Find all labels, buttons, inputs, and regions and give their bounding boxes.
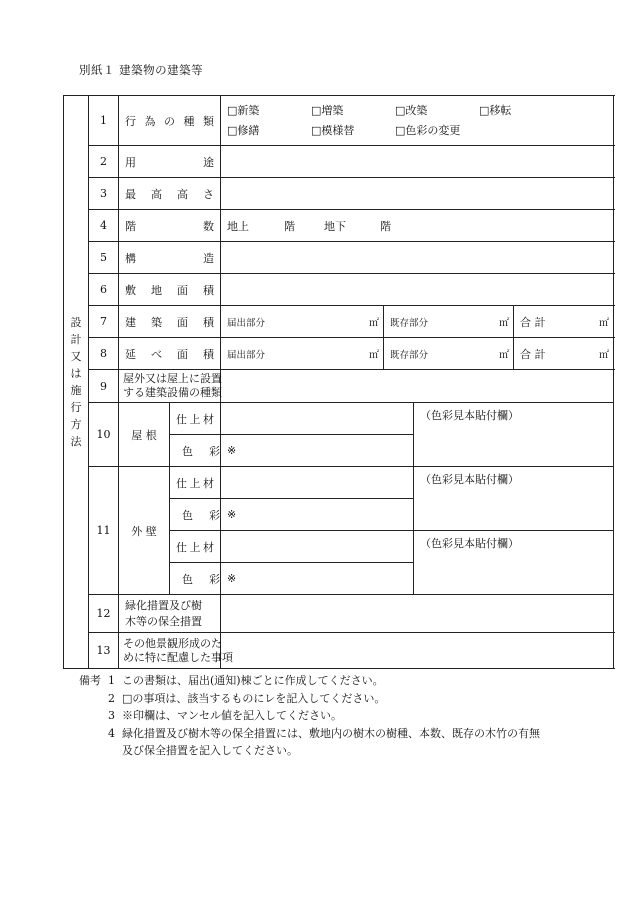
above-ground-label: 地上 <box>227 219 249 233</box>
wall-finish-field-1[interactable] <box>221 467 414 499</box>
below-ground-label: 地下 <box>324 219 346 233</box>
greening-field[interactable] <box>221 595 614 633</box>
checkbox-color-change[interactable]: □色彩の変更 <box>395 123 461 137</box>
row-number: 1 <box>89 96 119 146</box>
roof-color-sample-area: （色彩見本貼付欄） <box>414 403 614 467</box>
landscape-considerations-field[interactable] <box>221 633 614 669</box>
row-number: 5 <box>89 242 119 274</box>
wall-finish-label: 仕 上 材 <box>170 467 221 499</box>
roof-color-field[interactable]: ※ <box>221 435 414 467</box>
wall-finish-field-2[interactable] <box>221 531 414 563</box>
row-number: 3 <box>89 178 119 210</box>
structure-field[interactable] <box>221 242 614 274</box>
row-label-site-area: 敷 地 面 積 <box>119 274 221 306</box>
row-label-use: 用 途 <box>119 146 221 178</box>
row-label-landscape-considerations: その他景観形成のた めに特に配慮した事項 <box>119 633 221 669</box>
row-number: 12 <box>89 595 119 633</box>
wall-color-label: 色 彩 <box>170 499 221 531</box>
row-label-building-area: 建 築 面 積 <box>119 306 221 338</box>
row-label-exterior-wall: 外 壁 <box>119 467 170 595</box>
site-area-field[interactable] <box>221 274 614 306</box>
floor-area-notified-field[interactable]: 届出部分 ㎡ <box>221 338 384 370</box>
checkbox-new-build[interactable]: □新築 <box>227 103 260 117</box>
wall-color-label: 色 彩 <box>170 563 221 595</box>
note-item: 備考 1 この書類は、届出(通知)棟ごとに作成してください。 <box>79 672 540 690</box>
row-number: 10 <box>89 403 119 467</box>
wall-color-field-2[interactable]: ※ <box>221 563 414 595</box>
row-number: 13 <box>89 633 119 669</box>
wall-color-sample-area-2: （色彩見本貼付欄） <box>414 531 614 595</box>
row-number: 9 <box>89 370 119 403</box>
roof-finish-field[interactable] <box>221 403 414 435</box>
checkbox-relocation[interactable]: □移転 <box>479 103 512 117</box>
floor-area-total-field[interactable]: 合 計 ㎡ <box>514 338 614 370</box>
note-item: 2 □の事項は、該当するものにレを記入してください。 <box>108 691 386 705</box>
note-item: 4 緑化措置及び樹木等の保全措置には、敷地内の樹木の樹種、本数、既存の木竹の有無 <box>108 726 540 740</box>
roof-color-label: 色 彩 <box>170 435 221 467</box>
use-field[interactable] <box>221 146 614 178</box>
floors-field[interactable] <box>221 210 614 242</box>
row-number: 11 <box>89 467 119 595</box>
action-type-checkboxes <box>221 96 614 146</box>
row-number: 6 <box>89 274 119 306</box>
roof-finish-label: 仕 上 材 <box>170 403 221 435</box>
wall-color-sample-area-1: （色彩見本貼付欄） <box>414 467 614 531</box>
rooftop-equipment-field[interactable] <box>221 370 614 403</box>
row-label-greening: 緑化措置及び樹 木等の保全措置 <box>119 595 221 633</box>
checkbox-repair[interactable]: □修繕 <box>227 123 260 137</box>
row-label-rooftop-equipment: 屋外又は屋上に設置 する建築設備の種類 <box>119 370 221 403</box>
building-area-notified-field[interactable]: 届出部分 ㎡ <box>221 306 384 338</box>
note-item-continuation: 及び保全措置を記入してください。 <box>122 744 298 758</box>
building-area-existing-field[interactable]: 既存部分 ㎡ <box>384 306 514 338</box>
floor-area-existing-field[interactable]: 既存部分 ㎡ <box>384 338 514 370</box>
side-label: 設 計 又 は 施 行 方 法 <box>64 96 89 669</box>
note-item: 3 ※印欄は、マンセル値を記入してください。 <box>108 709 342 723</box>
row-label-roof: 屋 根 <box>119 403 170 467</box>
checkbox-remodel[interactable]: □模様替 <box>311 123 355 137</box>
checkbox-extension[interactable]: □増築 <box>311 103 344 117</box>
row-number: 8 <box>89 338 119 370</box>
row-number: 2 <box>89 146 119 178</box>
row-number: 4 <box>89 210 119 242</box>
row-label-structure: 構 造 <box>119 242 221 274</box>
document-title: 別紙１ 建築物の建築等 <box>79 63 204 77</box>
wall-finish-label: 仕 上 材 <box>170 531 221 563</box>
checkbox-rebuild[interactable]: □改築 <box>395 103 428 117</box>
building-area-total-field[interactable]: 合 計 ㎡ <box>514 306 614 338</box>
row-number: 7 <box>89 306 119 338</box>
notes-heading: 備考 <box>79 674 101 687</box>
wall-color-field-1[interactable]: ※ <box>221 499 414 531</box>
row-label-total-floor-area: 延 べ 面 積 <box>119 338 221 370</box>
row-label-action-type: 行 為 の 種 類 <box>119 96 221 146</box>
notes-section <box>79 672 540 760</box>
floor-unit: 階 <box>284 219 295 233</box>
max-height-field[interactable] <box>221 178 614 210</box>
row-label-floors: 階 数 <box>119 210 221 242</box>
building-form-table <box>63 95 614 669</box>
row-label-max-height: 最 高 高 さ <box>119 178 221 210</box>
floor-unit: 階 <box>380 219 391 233</box>
